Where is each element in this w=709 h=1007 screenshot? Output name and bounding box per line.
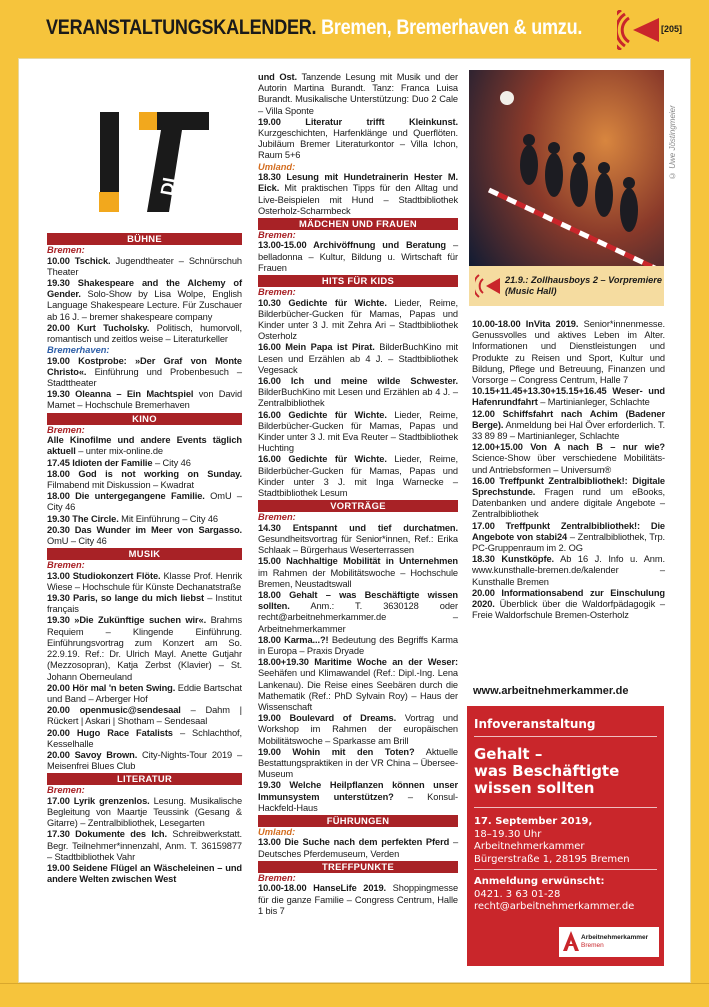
event-entry (47, 796, 242, 830)
event-description: Jugendtheater – Schnürschuh Theater (47, 255, 242, 277)
event-entry (472, 319, 665, 386)
event-description: Ab 16 J. Info u. Anm. www.kunsthalle-bremen.de/kalender – Kunsthalle Bremen (472, 554, 665, 587)
event-entry (258, 240, 458, 274)
event-entry (258, 454, 458, 499)
event-heading (258, 410, 387, 420)
event-title: Von A nach B – nur wie? (530, 442, 665, 453)
event-title: Hugo Race Fatalists (76, 727, 173, 738)
event-description: – Martinianleger, Schlachte (540, 397, 650, 408)
event-entry (47, 615, 242, 682)
event-time: 19.00 (258, 713, 281, 724)
event-entry (47, 593, 242, 615)
event-entry (258, 590, 458, 635)
event-time: 10.00-18.00 (472, 319, 521, 329)
event-heading (47, 683, 175, 693)
event-entry (47, 863, 242, 885)
event-description: Einführung und Probenbesuch – Stadttheater (47, 366, 242, 389)
event-title: Treffpunkt Zentralbibliothek!: Digitale Sprechstunde. (472, 475, 665, 498)
event-description: Schreibwerkstatt. Begr. Teilnehmer*innenzahl, Anm. T. 36159877 – Stadtbibliothek Vahr (47, 829, 242, 862)
event-title: Boulevard of Dreams. (289, 713, 397, 724)
event-description: Überblick über die Waldorfpädagogik – Freie Waldorfschule Bremen-Osterholz (472, 599, 665, 621)
event-heading (47, 571, 161, 581)
ad-phone[interactable]: 0421. 3 63 01-28 (474, 888, 561, 900)
event-heading (47, 829, 167, 839)
event-title: HanseLife 2019. (313, 883, 387, 894)
event-description: Vortrag und Workshop im Rahmen der europäischen Mobilitätswoche – Sparkasse am Brill (258, 713, 459, 746)
event-description: Senior*innenmesse. Genussvolles und aktives Leben im Alter. Informationen und Dienstleistungen und Produkte zu Reisen und Sport, Kultur und Bildung, Pflege und Betreuung, Finanzen und Vorsorge – Congress Centrum, Halle 7 (472, 319, 665, 386)
event-entry (47, 323, 242, 345)
event-time: 10.00 (47, 255, 70, 266)
event-time: 13.00 (47, 570, 70, 581)
event-entry (258, 837, 458, 859)
date-box (47, 72, 242, 232)
event-heading (472, 554, 554, 564)
event-entry (472, 386, 665, 408)
event-entry (472, 588, 665, 622)
event-time: 19.00 (47, 863, 70, 874)
event-entry (258, 635, 458, 657)
event-time: 19.00 (47, 355, 70, 366)
event-heading (258, 72, 297, 82)
event-description: BilderBuchKino mit Lesen und Erzählen ab 4 J. – Stadtbibliothek Vegesack (258, 342, 459, 375)
event-time: 13.00 (258, 837, 281, 848)
photo-credit: © Uwe Jöstingmeier (668, 105, 677, 180)
section-header: KINO (47, 413, 242, 425)
event-heading (472, 319, 578, 329)
event-title: »Die Zukünftige suchen wir«. (74, 615, 207, 626)
ad-time: 18–19.30 Uhr (474, 828, 542, 840)
event-entry (258, 657, 458, 713)
event-entry (47, 829, 242, 863)
event-heading (47, 796, 150, 806)
event-time: 20.00 (47, 749, 70, 760)
event-time: 20.00 (47, 322, 70, 333)
event-description: Tanzende Lesung mit Musik und der Autorin Martina Burandt. Tanz: Franca Luisa Burandt. Musikalische Unterstützung: Duo 2 Cale – Villa Sponte (258, 72, 458, 116)
event-time: 18.30 (472, 554, 495, 565)
ad-label: Infoveranstaltung (474, 717, 596, 731)
event-title: Idioten der Familie (72, 457, 153, 468)
column-right-list (472, 319, 665, 621)
event-time: 18.00 (47, 468, 70, 479)
event-time: 10.00-18.00 (258, 883, 307, 894)
event-title: Kostprobe: »Der Graf von Monte Christo«. (47, 355, 242, 377)
event-entry (47, 571, 242, 593)
event-entry (258, 556, 458, 590)
section-header: FÜHRUNGEN (258, 815, 458, 827)
event-description: – Institut français (47, 593, 243, 615)
ad-headline-line-1: Gehalt – (474, 745, 543, 763)
event-title: The Circle. (72, 513, 119, 524)
ad-divider (474, 807, 657, 808)
ad-email[interactable]: recht@arbeitnehmerkammer.de (474, 901, 635, 912)
event-heading (258, 376, 458, 386)
event-time: 18.30 (258, 172, 281, 183)
event-entry (472, 409, 665, 443)
event-heading (47, 389, 193, 399)
ad-divider (474, 869, 657, 870)
column-middle-list (258, 72, 458, 917)
ad-logo (559, 927, 659, 957)
event-time: 20.30 (47, 524, 70, 535)
event-time: 19.30 (47, 593, 70, 604)
event-title: Maritime Woche an der Weser: (314, 657, 459, 668)
ad-logo-name: Arbeitnehmerkammer (581, 934, 649, 941)
event-title: openmusic@sendesaal (79, 705, 181, 716)
ad-date: 17. September 2019, (474, 816, 593, 827)
event-title: und Ost. (258, 72, 298, 82)
region-label: Umland: (258, 826, 296, 837)
event-title: Tschick. (74, 255, 111, 266)
event-heading (472, 442, 665, 452)
event-time: 20.00 (47, 682, 70, 693)
event-time: 18.00 (258, 634, 281, 645)
event-description: OmU – City 46 (47, 491, 243, 513)
section-header: HITS FÜR KIDS (258, 275, 458, 287)
event-entry (47, 356, 242, 390)
event-title: Welche Heilpflanzen können unser Immunsystem unterstützen? (258, 780, 458, 802)
event-description: Solo-Show by Lisa Wolpe, English Language Shakespeare Lecture. Für Zuschauer ab 16 J. – bremer shakespeare company (47, 289, 242, 322)
event-title: Lesung mit Hundetrainerin Hester M. Eick. (258, 172, 459, 194)
event-description: Science-Show über verschiedene Mobilitäts- und Antriebsformen – Universum® (472, 453, 665, 475)
event-entry (258, 780, 458, 814)
event-entry (472, 442, 665, 476)
event-heading (47, 705, 181, 715)
event-description: – Dahm | Rückert | Askari | Shotham – Sendesaal (47, 705, 243, 727)
event-entry (47, 256, 242, 278)
event-heading (47, 615, 206, 625)
event-time: 18.00 (47, 491, 70, 502)
event-title: Treffpunkt Zentralbibliothek!: Die Angebote von stabi24 (472, 520, 665, 542)
event-heading (47, 514, 119, 524)
event-entry (47, 728, 242, 750)
event-title: Kunstköpfe. (501, 554, 555, 565)
page-header (0, 0, 709, 58)
event-time: 13.00-15.00 (258, 240, 307, 251)
event-time: 18.00+19.30 (258, 657, 309, 668)
speaker-arrow-icon (475, 274, 501, 298)
event-heading (47, 491, 205, 501)
event-heading (258, 117, 458, 127)
event-heading (47, 863, 242, 884)
event-heading (47, 593, 204, 603)
ad-divider (474, 736, 657, 737)
event-entry (47, 705, 242, 727)
event-title: Lyrik grenzenlos. (73, 795, 150, 806)
event-heading (47, 323, 149, 333)
event-entry (472, 554, 665, 588)
event-entry (258, 410, 458, 455)
event-description: BilderBuchKino mit Lesen und Erzählen ab 4 J. – Zentralbibliothek (258, 387, 458, 409)
event-title: Entspannt und tief durchatmen. (292, 522, 458, 533)
section-header: BÜHNE (47, 233, 242, 245)
event-description: Brahms Requiem – Klingende Einführung. Einführungsvortrag zum Konzert am So. 22.9.19. Ref.: Dr. Ulrich Mayl. Anette Gutjahr (Mezzosopran), Katja Zerbst (Klavier) – St. Johann Oberneuland (47, 615, 242, 682)
event-description: Seehäfen und Klimawandel (Ref.: Dipl.-Ing. Lena Lankenau). Die Reise eines Seebären durch die Mathematik (Ref.: PhD Sylvain Roy) – Haus der Wissenschaft (258, 668, 458, 712)
event-title: Seidene Flügel an Wäscheleinen – und andere Welten zwischen West (47, 863, 242, 885)
event-heading (47, 728, 173, 738)
photo-caption-text: 21.9.: Zollhausboys 2 – Vorpremiere (Music Hall) (505, 275, 662, 296)
region-label: Bremerhaven: (47, 345, 110, 356)
event-entry (258, 298, 458, 343)
event-entry (258, 523, 458, 557)
event-time: 17.00 (472, 520, 495, 531)
ad-registration (474, 876, 634, 914)
event-title: Schiffsfahrt nach Achim (Badener Berge). (472, 408, 665, 430)
ad-details (474, 816, 630, 866)
event-entry (47, 278, 242, 323)
event-description: Lieder, Reime, Bilderbücher-Gucken für Mamas, Papas und Kinder unter 3 J. mit Eva Reuter – Stadtbibliothek Huchting (258, 409, 458, 454)
event-time: 20.00 (47, 705, 70, 716)
ad-org: Arbeitnehmerkammer (474, 841, 585, 852)
event-entry (47, 458, 242, 469)
ad-headline-line-2: was Beschäftigte (474, 762, 620, 780)
event-description: Shoppingmesse für die ganze Familie – Congress Centrum, Halle 1 bis 7 (258, 883, 459, 916)
region-label: Bremen: (47, 560, 85, 571)
event-title: Gehalt – was Beschäftigte wissen sollten. (258, 589, 458, 612)
event-entry (258, 747, 458, 781)
event-entry (258, 883, 458, 917)
event-description: – Konsul-Hackfeld-Haus (258, 791, 458, 813)
event-heading (258, 747, 415, 757)
weekday-label: DI (156, 175, 180, 198)
event-title: Nachhaltige Mobilität in Unternehmen (286, 556, 458, 567)
event-title: Gedichte für Wichte. (288, 454, 387, 465)
event-time: 17.00 (47, 795, 70, 806)
event-description: Gesundheitsvortrag für Senior*innen, Ref.: Erika Schlaak – Bürgerhaus Weserterrassen (258, 533, 458, 556)
event-time: 10.15+11.45+13.30+15.15+16.45 (472, 386, 607, 397)
header-title (46, 16, 582, 40)
event-description: Anm.: T. 3630128 oder recht@arbeitnehmerkammer.de – Arbeitnehmerkammer (258, 601, 458, 634)
event-heading (258, 883, 386, 893)
event-title: Oleanna – Ein Machtspiel (75, 389, 194, 400)
event-time: 20.00 (472, 587, 495, 598)
ad-logo-city: Bremen (581, 942, 604, 949)
ad-headline-line-3: wissen sollten (474, 779, 595, 797)
region-label: Bremen: (258, 287, 296, 298)
event-time: 16.00 (472, 475, 495, 486)
event-entry (47, 469, 242, 491)
event-description: Lesung. Musikalische Begleitung von Maartje Teussink (Gesang & Gitarre) – Zentralbibliothek, Lesegarten (47, 795, 243, 829)
event-description: City-Nights-Tour 2019 – Meisenfrei Blues Club (47, 749, 243, 772)
event-heading (47, 458, 153, 468)
event-title: God is not working on Sunday. (78, 468, 242, 479)
event-time: 19.30 (47, 513, 70, 524)
event-heading (258, 837, 449, 847)
event-entry (258, 713, 458, 747)
region-label: Bremen: (258, 512, 296, 523)
event-description: – City 46 (154, 457, 191, 468)
event-description: Eddie Bartschat und Band – Arberger Hof (47, 682, 242, 704)
region-label: Bremen: (258, 229, 296, 240)
event-time: 16.00 (258, 375, 281, 386)
event-entry (47, 683, 242, 705)
event-heading (47, 525, 242, 535)
event-description: Anmeldung bei Hal Över erforderlich. T. 33 89 89 – Martinianleger, Schlachte (472, 419, 665, 442)
event-heading (258, 523, 458, 533)
column-middle (258, 72, 458, 917)
ad-url[interactable]: www.arbeitnehmerkammer.de (467, 676, 664, 706)
event-description: im Rahmen der Mobilitätswoche – Hochschule Bremen, Neustadtswall (258, 567, 458, 589)
section-header: MUSIK (47, 548, 242, 560)
region-label: Bremen: (258, 872, 296, 883)
page-footer (0, 983, 709, 1007)
ad-registration-label: Anmeldung erwünscht: (474, 876, 605, 887)
event-description: Lieder, Reime, Bilderbücher-Gucken für Mamas, Papas und Kinder unter 3 J. mit Zehra Ari – Stadtbibliothek Osterholz (258, 297, 458, 342)
section-header: LITERATUR (47, 773, 242, 785)
region-label: Bremen: (47, 785, 85, 796)
event-time: 16.00 (258, 454, 281, 465)
event-description: – Zentralbibliothek, Trp. PC-Gruppenraum im 2. OG (472, 531, 665, 554)
event-description: von David Mamet – Hochschule Bremerhaven (47, 389, 243, 411)
event-time: 19.30 (47, 615, 70, 626)
event-description: – belladonna – Kultur, Bildung u. Wirtschaft für Frauen (258, 240, 459, 273)
event-time: 18.00 (258, 589, 281, 600)
event-title: Dokumente des Ich. (75, 829, 167, 840)
event-description: Bedeutung des Begriffs Karma in Europa – Praxis Dryade (258, 634, 458, 656)
event-entry (258, 376, 458, 410)
event-description: Kurzgeschichten, Harfenklänge und Querflöten. Jubiläum Bremer Literaturkontor – Villa Ichon, Raum 5+6 (258, 128, 458, 161)
event-time: 19.30 (47, 277, 70, 288)
event-entry (47, 435, 242, 457)
region-label: Bremen: (47, 424, 85, 435)
event-entry (47, 525, 242, 547)
event-title: Archivöffnung und Beratung (313, 240, 446, 251)
event-title: Ich und meine wilde Schwester. (290, 375, 459, 386)
event-entry (258, 342, 458, 376)
event-heading (258, 556, 458, 566)
event-description: Politisch, humorvoll, romantisch und zeitlos weise – Literaturkeller (47, 322, 242, 344)
event-entry (47, 750, 242, 772)
event-title: Paris, so lange du mich liebst (72, 593, 205, 604)
event-title: Mein Papa ist Pirat. (285, 342, 375, 353)
event-entry (258, 117, 458, 162)
event-description: Mit praktischen Tipps für den Alltag und Live-Beispielen mit Hund – Stadtbibliothek Osterholz-Scharmbeck (258, 183, 458, 216)
event-time: 16.00 (258, 409, 281, 420)
ad-headline (474, 746, 619, 797)
event-heading (47, 469, 242, 479)
event-heading (258, 298, 387, 308)
region-label: Bremen: (47, 245, 85, 255)
event-heading (258, 342, 375, 352)
event-title: Literatur trifft Kleinkunst. (305, 116, 458, 127)
event-description: – unter mix-online.de (78, 446, 163, 457)
event-heading (258, 635, 329, 645)
event-description: – Deutsches Pferdemuseum, Verden (258, 837, 459, 859)
date-graphic (47, 72, 242, 232)
event-heading (47, 256, 111, 266)
event-time: 19.30 (47, 389, 70, 400)
column-left-list (47, 233, 242, 885)
section-header: VORTRÄGE (258, 500, 458, 512)
event-entry (472, 521, 665, 555)
advertisement[interactable] (467, 676, 664, 966)
event-description: – Schlachthof, Kesselhalle (47, 727, 243, 749)
column-right (472, 319, 665, 621)
event-description: Aktuelle Bestattungspraktiken in der VR China – Übersee-Museum (258, 746, 458, 780)
event-title: Kurt Tucholsky. (77, 322, 150, 333)
event-heading (258, 454, 387, 464)
event-description: Mit Einführung – City 46 (121, 513, 218, 524)
event-description: Lieder, Reime, Bilderbücher-Gucken für Mamas, Papas und Kinder unter 3 J. mit Inga Warnecke – Stadtbibliothek Lesum (258, 454, 458, 498)
event-title: Karma...?! (284, 634, 329, 645)
event-title: Informationsabend zur Einschulung 2020. (472, 587, 665, 610)
header-title-main: VERANSTALTUNGSKALENDER. (46, 16, 317, 39)
event-title: Die untergegangene Familie. (75, 491, 205, 502)
event-time: 14.30 (258, 522, 281, 533)
event-time: 15.00 (258, 556, 281, 567)
event-time: 19.30 (258, 780, 281, 791)
event-title: Alle Kinofilme und andere Events täglich aktuell (47, 435, 242, 457)
event-description: Klasse Prof. Henrik Wiese – Hochschule für Künste Dechanatstraße (47, 570, 243, 592)
event-title: Gedichte für Wichte. (288, 409, 387, 420)
event-entry (47, 514, 242, 525)
event-entry (47, 389, 242, 411)
event-time: 20.00 (47, 727, 70, 738)
event-entry (472, 476, 665, 521)
speaker-arrow-icon (617, 10, 661, 50)
event-title: Shakespeare and the Alchemy of Gender. (47, 277, 243, 300)
event-description: OmU – City 46 (47, 535, 107, 546)
event-heading (258, 713, 396, 723)
event-title: Hör mal 'n beten Swing. (72, 682, 176, 693)
section-header: MÄDCHEN UND FRAUEN (258, 218, 458, 230)
event-description: Filmabend mit Diskussion – Kwadrat (47, 479, 194, 490)
region-label: Umland: (258, 161, 296, 172)
header-title-region: Bremen, Bremerhaven & umzu. (321, 16, 583, 39)
event-time: 10.30 (258, 297, 281, 308)
event-time: 12.00 (472, 408, 495, 419)
event-time: 12.00+15.00 (472, 442, 523, 453)
event-entry (258, 172, 458, 217)
event-title: Weser- und Hafenrundfahrt (472, 386, 666, 408)
page-number: [205] (661, 24, 683, 34)
event-time: 17.45 (47, 457, 70, 468)
event-time: 19.00 (258, 746, 281, 757)
arbeitnehmerkammer-logo-icon (563, 931, 579, 951)
event-entry (47, 491, 242, 513)
event-title: Die Suche nach dem perfekten Pferd (284, 837, 450, 848)
section-header: TREFFPUNKTE (258, 861, 458, 873)
event-heading (47, 750, 137, 760)
event-title: Studiokonzert Flöte. (72, 570, 161, 581)
photo-caption (469, 266, 664, 306)
event-title: Das Wunder im Meer von Sargasso. (74, 524, 243, 535)
event-heading (258, 657, 458, 667)
event-time: 19.00 (258, 116, 281, 127)
event-title: Savoy Brown. (74, 749, 138, 760)
event-title: InVita 2019. (525, 319, 579, 329)
event-description: Fragen rund um eBooks, Datenbanken und andere digitale Angebote – Zentralbibliothek (472, 487, 665, 520)
ad-address: Bürgerstraße 1, 28195 Bremen (474, 853, 630, 865)
event-title: Wohin mit den Toten? (292, 746, 415, 757)
event-title: Gedichte für Wichte. (288, 297, 387, 308)
event-time: 16.00 (258, 342, 281, 353)
event-heading (258, 240, 446, 250)
event-time: 17.30 (47, 829, 70, 840)
event-entry (258, 72, 458, 117)
column-left (47, 72, 242, 885)
